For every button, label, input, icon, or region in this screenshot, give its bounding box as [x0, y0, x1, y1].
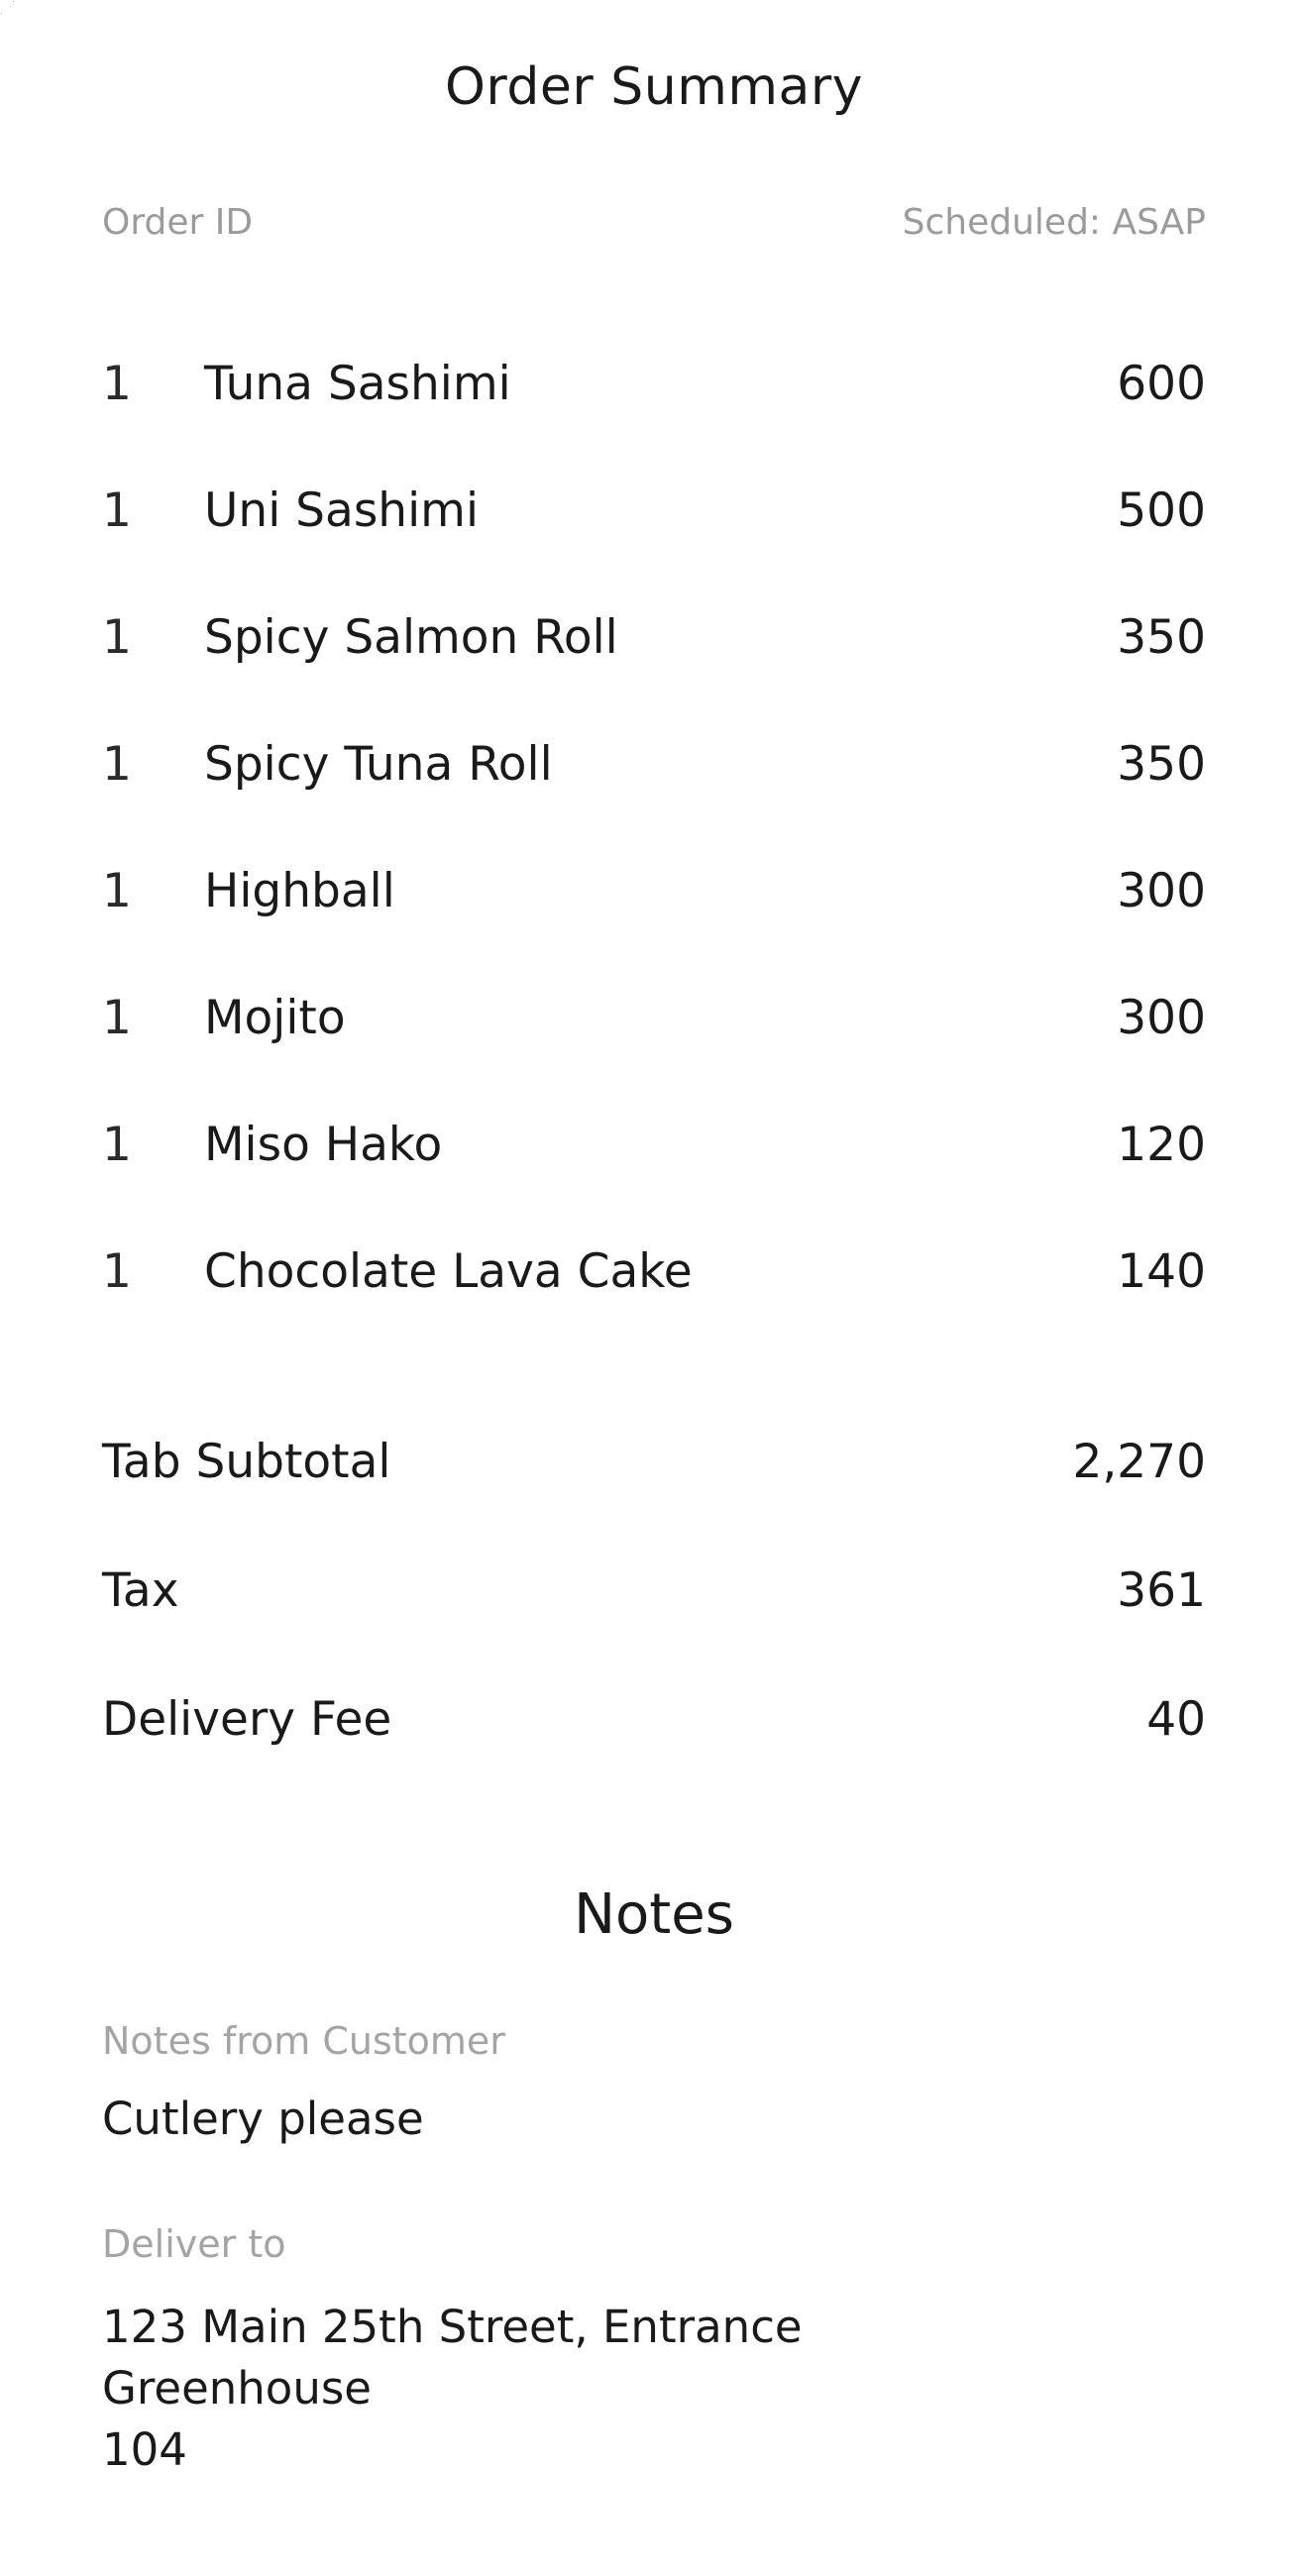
item-qty: 1	[102, 1244, 132, 1299]
tax-row	[102, 1563, 1206, 1692]
item-qty: 1	[102, 357, 132, 411]
item-price: 300	[1117, 864, 1206, 918]
address-line: Greenhouse	[102, 2362, 372, 2415]
list-item	[102, 357, 1206, 483]
item-name: Highball	[204, 864, 395, 918]
order-id-label: Order ID	[102, 202, 254, 243]
item-qty: 1	[102, 864, 132, 918]
item-qty: 1	[102, 610, 132, 665]
corner-mark	[0, 0, 14, 14]
order-meta	[102, 202, 1206, 243]
item-price: 500	[1117, 483, 1206, 538]
item-name: Uni Sashimi	[204, 483, 479, 538]
list-item	[102, 1244, 1206, 1371]
subtotal-value: 2,270	[1072, 1435, 1206, 1489]
subtotal-label: Tab Subtotal	[102, 1435, 391, 1489]
item-list	[102, 357, 1206, 1371]
item-price: 300	[1117, 991, 1206, 1045]
delivery-fee-value: 40	[1146, 1692, 1206, 1747]
list-item	[102, 864, 1206, 991]
totals-section	[102, 1435, 1206, 1821]
item-price: 120	[1117, 1118, 1206, 1172]
item-name: Mojito	[204, 991, 346, 1045]
item-price: 600	[1117, 357, 1206, 411]
address-line: 104	[102, 2423, 187, 2476]
tax-label: Tax	[102, 1563, 179, 1618]
scheduled-label: Scheduled: ASAP	[902, 202, 1206, 243]
list-item	[102, 1118, 1206, 1244]
item-qty: 1	[102, 483, 132, 538]
item-qty: 1	[102, 991, 132, 1045]
customer-notes-label: Notes from Customer	[102, 2019, 505, 2063]
list-item	[102, 737, 1206, 864]
item-qty: 1	[102, 1118, 132, 1172]
item-price: 140	[1117, 1244, 1206, 1299]
item-price: 350	[1117, 610, 1206, 665]
item-qty: 1	[102, 737, 132, 792]
delivery-address	[102, 2297, 803, 2481]
delivery-fee-row	[102, 1692, 1206, 1821]
item-name: Spicy Salmon Roll	[204, 610, 618, 665]
customer-notes-value: Cutlery please	[102, 2093, 424, 2145]
item-name: Spicy Tuna Roll	[204, 737, 553, 792]
item-price: 350	[1117, 737, 1206, 792]
notes-title: Notes	[574, 1882, 734, 1947]
item-name: Miso Hako	[204, 1118, 443, 1172]
list-item	[102, 610, 1206, 737]
address-line: 123 Main 25th Street, Entrance	[102, 2301, 803, 2353]
list-item	[102, 483, 1206, 610]
page-title: Order Summary	[444, 57, 864, 117]
corner-mark	[0, 2562, 14, 2576]
tax-value: 361	[1117, 1563, 1206, 1618]
corner-mark	[1286, 0, 1300, 14]
item-name: Tuna Sashimi	[204, 357, 511, 411]
subtotal-row	[102, 1435, 1206, 1563]
item-name: Chocolate Lava Cake	[204, 1244, 693, 1299]
delivery-fee-label: Delivery Fee	[102, 1692, 392, 1747]
deliver-to-label: Deliver to	[102, 2222, 286, 2266]
list-item	[102, 991, 1206, 1118]
